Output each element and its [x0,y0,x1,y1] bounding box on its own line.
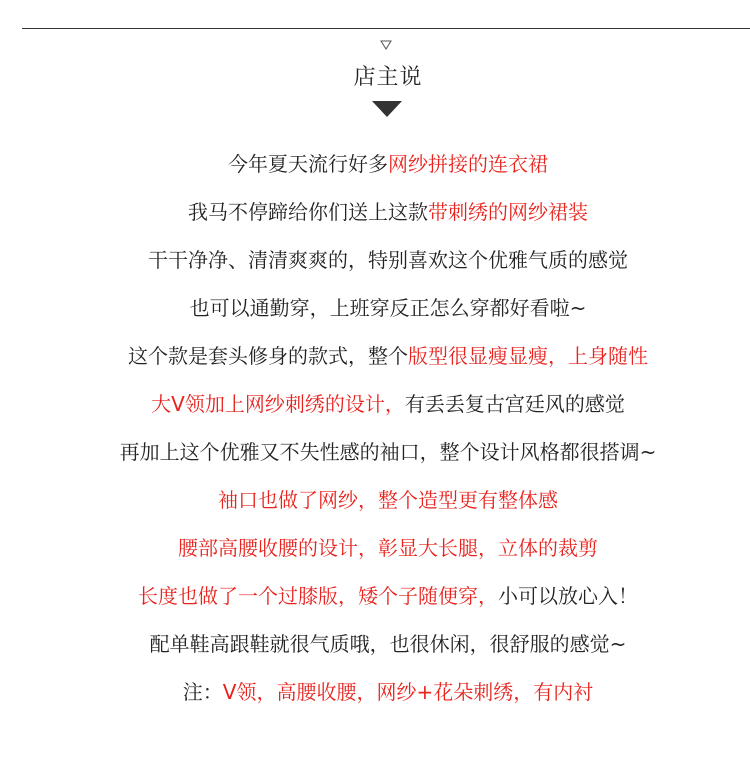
text-highlight: 腰部高腰收腰的设计，彰显大长腿，立体的裁剪 [178,536,598,560]
text-black: 再加上这个优雅又不失性感的袖口，整个设计风格都很搭调~ [119,440,657,464]
text-black: 配单鞋高跟鞋就很气质哦，也很休闲，很舒服的感觉~ [149,632,627,656]
text-black: 注： [182,680,223,704]
text-highlight: 带刺绣的网纱裙装 [428,200,588,224]
text-tail: 小可以放心入！ [498,584,638,608]
text-line [0,673,750,721]
text-black: 我马不停蹄给你们送上这款 [188,200,428,224]
text-black: 干干净净、清清爽爽的，特别喜欢这个优雅气质的感觉 [148,248,628,272]
text-highlight: V领，高腰收腰，网纱+花朵刺绣，有内衬 [222,680,594,704]
text-black: 今年夏天流行好多 [228,152,388,176]
top-divider [22,28,750,29]
section-heading: 店主说 [353,65,423,90]
text-highlight: 版型很显瘦显瘦，上身随性 [408,344,648,368]
text-highlight: 袖口也做了网纱，整个造型更有整体感 [218,488,558,512]
text-line [0,529,750,577]
text-line [0,625,750,673]
text-line [0,433,750,481]
text-line [0,337,750,385]
text-black: 也可以通勤穿，上班穿反正怎么穿都好看啦~ [189,296,587,320]
text-line [0,145,750,193]
text-tail: 有丢丢复古宫廷风的感觉 [404,392,625,416]
text-line [0,481,750,529]
text-highlight: 大V领加上网纱刺绣的设计， [151,392,405,416]
text-line [0,289,750,337]
text-highlight: 长度也做了一个过膝版，矮个子随便穿， [138,584,498,608]
text-line [0,385,750,433]
solid-down-triangle-icon [372,101,402,117]
text-highlight: 网纱拼接的连衣裙 [388,152,548,176]
outline-down-triangle-icon [380,40,392,50]
text-line [0,241,750,289]
description-text [0,145,750,721]
text-line [0,193,750,241]
text-black: 这个款是套头修身的款式，整个 [128,344,408,368]
text-line [0,577,750,625]
